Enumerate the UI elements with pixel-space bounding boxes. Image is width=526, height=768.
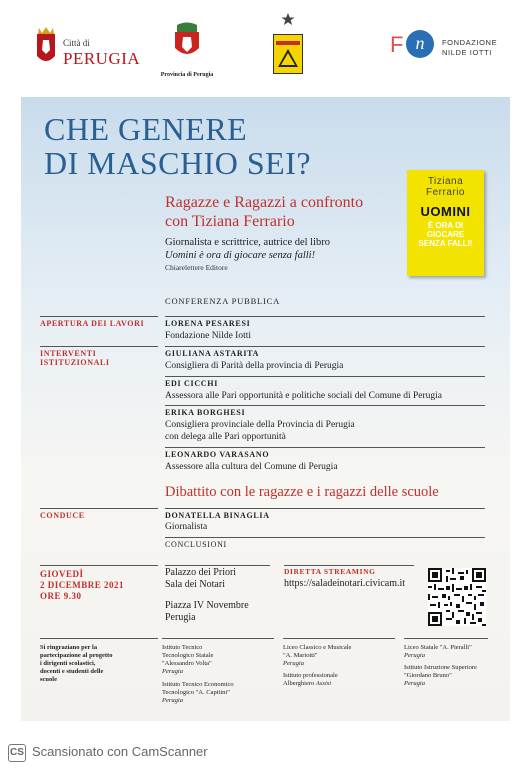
speaker-name-borghesi: ERIKA BORGHESI [165,408,246,417]
provincia-logo-text: Provincia di Perugia [160,72,214,78]
speaker-role-pesaresi: Fondazione Nilde Iotti [165,331,252,341]
footer-school-volta [162,644,213,676]
book-author-line-1: Tiziana [427,176,464,187]
book-sub-line-1: È ORA DI [427,221,464,230]
perugia-big-text: PERUGIA [63,49,141,68]
publisher: Chiarelettere Editore [165,263,228,272]
school-line: Istituto Istruzione Superiore [404,664,477,671]
divider [165,405,485,406]
school-line: Istituto Tecnico [162,644,203,651]
speaker-name-pesaresi: LORENA PESARESI [165,319,251,328]
title-line-1: CHE GENERE [44,111,248,147]
subtitle [165,193,363,231]
section-apertura: APERTURA DEI LAVORI [40,319,145,328]
bio-line-1: Giornalista e scrittrice, autrice del libro [165,237,331,248]
conclusioni-label: CONCLUSIONI [165,540,227,549]
qr-code-icon[interactable] [428,568,486,626]
conferenza-label: CONFERENZA PUBBLICA [165,296,281,306]
event-date-text: 2 DICEMBRE 2021 [40,580,125,590]
republic-emblem-icon [281,12,295,26]
section-interventi [40,349,110,367]
school-name: Alberghiero [283,680,315,687]
provincia-coat-of-arms-icon [172,22,202,62]
book-cover [407,170,484,276]
fondazione-logo-text [442,38,497,58]
diretta-link[interactable]: https://saladeinotari.civicam.it [284,578,406,589]
speaker-name-varasano: LEONARDO VARASANO [165,450,270,459]
divider [165,447,485,448]
camscanner-bar [0,738,526,768]
school-line: Liceo Statale "A. Pieralli" [404,644,472,651]
thanks-line-3: i dirigenti scolastici, [40,660,96,667]
footer-school-bruno [404,664,477,688]
school-city: Perugia [404,652,425,659]
divider [165,346,485,347]
speaker-role-binaglia: Giornalista [165,522,208,532]
speaker-bio [165,236,330,262]
thanks-line-5: scuole [40,676,57,683]
school-line: Istituto Tecnico Economico [162,681,234,688]
camscanner-text: Scansionato con CamScanner [32,744,208,759]
perugia-logo-text [63,39,140,67]
divider [40,316,158,317]
title-line-2: DI MASCHIO SEI? [44,145,312,181]
fondazione-line-2: NILDE IOTTI [442,47,492,57]
bio-book-title: Uomini è ora di giocare senza falli! [165,250,316,261]
divider [165,508,485,509]
divider [165,537,485,538]
school-line [283,680,338,688]
address-line-1: Piazza IV Novembre [165,600,249,611]
speaker-name-binaglia: DONATELLA BINAGLIA [165,511,270,520]
footer-school-capitini [162,681,234,705]
speaker-name-astarita: GIULIANA ASTARITA [165,349,260,358]
fondazione-nilde-iotti-logo [390,30,500,70]
footer-school-mariotti [283,644,351,668]
school-city: Assisi [315,680,332,687]
venue-line-2: Sala dei Notari [165,579,225,590]
divider [165,565,270,566]
school-city: Perugia [162,668,183,675]
book-author-line-2: Ferrario [425,187,465,198]
section-interventi-line-2: ISTITUZIONALI [40,358,110,367]
event-time: ORE 9.30 [40,591,82,601]
fondazione-letter-f: F [390,32,404,57]
diretta-label: DIRETTA STREAMING [284,567,376,576]
school-city: Perugia [283,660,304,667]
borghesi-role-line-2: con delega alle Pari opportunità [165,432,286,442]
perugia-small-text: Città di [63,38,90,48]
fondazione-line-1: FONDAZIONE [442,38,498,47]
speaker-role-cicchi: Assessora alle Pari opportunità e politiche sociali del Comune di Perugia [165,391,443,401]
perugia-coat-of-arms-icon [33,26,59,70]
footer-thanks [40,644,112,684]
school-city: Perugia [162,697,183,704]
school-line: "Giordano Bruno" [404,672,452,679]
camscanner-icon: CS [8,744,26,762]
divider [283,638,395,639]
event-address [165,600,249,624]
provincia-di-perugia-logo [152,22,222,82]
divider [284,565,414,566]
thanks-line-2: partecipazione al progetto [40,652,113,659]
thanks-line-4: docenti e studenti delle [40,668,104,675]
divider [165,376,485,377]
divider [40,638,158,639]
event-venue [165,567,236,591]
school-line: "A. Mariotti" [283,652,318,659]
footer-school-alberghiero [283,672,338,688]
event-day: GIOVEDÌ [40,569,84,579]
borghesi-role-line-1: Consigliera provinciale della Provincia di Perugia [165,420,355,430]
school-line: Liceo Classico e Musicale [283,644,352,651]
divider [165,316,485,317]
divider [40,508,158,509]
book-sub-line-2: GIOCARE [426,230,465,239]
school-line: Istituto professionale [283,672,338,679]
subtitle-line-2: con Tiziana Ferrario [165,213,295,230]
thanks-line-1: Si ringraziano per la [40,644,98,651]
speaker-role-borghesi [165,419,355,443]
speaker-role-astarita: Consigliera di Parità della provincia di Perugia [165,361,344,371]
footer-school-pieralli [404,644,472,660]
book-sub-line-3: SENZA FALLI! [418,239,473,248]
dibattito-heading: Dibattito con le ragazze e i ragazzi delle scuole [165,484,439,500]
school-city: Perugia [404,680,425,687]
section-interventi-line-1: INTERVENTI [40,349,97,358]
ministero-logo [270,12,306,92]
divider [40,346,158,347]
book-subtitle [411,221,480,248]
school-line: Tecnologico Statale [162,652,214,659]
section-conduce: CONDUCE [40,511,85,520]
divider [162,638,274,639]
ministero-poster-icon [273,34,303,74]
fondazione-circle-icon: n [406,30,434,58]
speaker-role-varasano: Assessore alla cultura del Comune di Perugia [165,462,338,472]
book-author [411,176,480,198]
subtitle-line-1: Ragazze e Ragazzi a confronto [165,194,364,211]
citta-di-perugia-logo [33,26,141,74]
speaker-name-cicchi: EDI CICCHI [165,379,219,388]
school-line: "Alessandro Volta" [162,660,212,667]
event-date [40,569,124,602]
venue-line-1: Palazzo dei Priori [165,567,237,578]
divider [404,638,488,639]
school-line: Tecnologico "A. Capitini" [162,689,230,696]
book-title: UOMINI [420,204,471,219]
divider [40,565,158,566]
address-line-2: Perugia [165,612,196,623]
page-title [44,112,311,180]
